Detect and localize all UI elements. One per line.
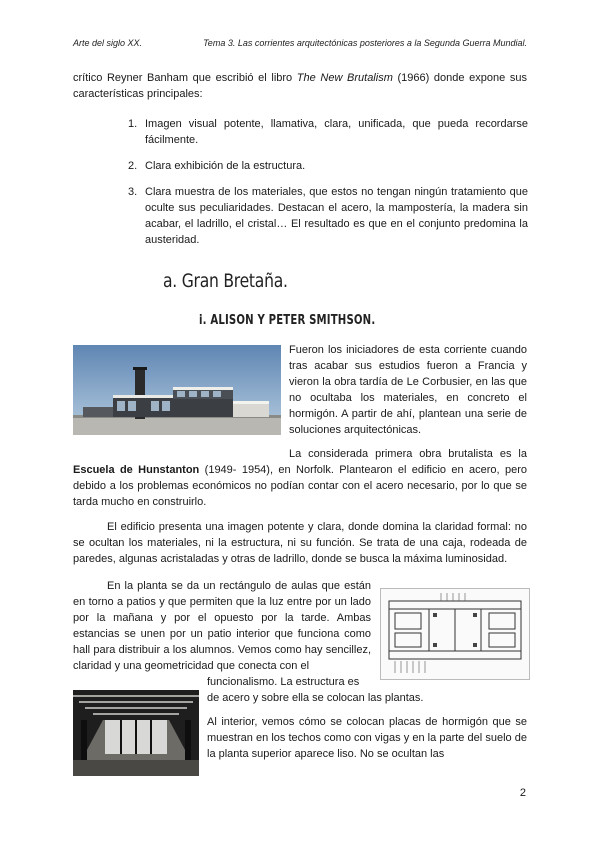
book-title: The New Brutalism bbox=[296, 72, 393, 84]
paragraph-plan-end: de acero y sobre ella se colocan las plantas. bbox=[207, 692, 424, 704]
list-item bbox=[128, 158, 528, 174]
para2-before: La considerada primera obra brutalista es la bbox=[289, 448, 527, 460]
list-text: Clara exhibición de la estructura. bbox=[145, 160, 306, 172]
paragraph-hunstanton bbox=[73, 446, 527, 510]
intro-before: crítico Reyner Banham que escribió el libro bbox=[73, 72, 297, 84]
page-number: 2 bbox=[519, 787, 526, 799]
hunstanton-exterior-photo bbox=[73, 345, 281, 435]
header-left: Arte del siglo XX. bbox=[73, 38, 143, 48]
header-right: Tema 3. Las corrientes arquitectónicas posteriores a la Segunda Guerra Mundial. bbox=[203, 38, 527, 48]
list-text: Clara muestra de los materiales, que estos no tengan ningún tratamiento que oculte sus peculiaridades. Destacan el acero, la mampostería, la madera sin acabar, el ladrillo, el cristal… El resultado es que en el conjunto predomina la austeridad. bbox=[145, 186, 528, 246]
paragraph-plan-continued: funcionalismo. La estructura es bbox=[207, 676, 360, 688]
intro-paragraph bbox=[73, 70, 527, 102]
subsection-heading-smithson: i. ALISON Y PETER SMITHSON. bbox=[199, 313, 376, 328]
paragraph-plan: En la planta se da un rectángulo de aulas que están en torno a patios y que permiten que la luz entre por un lado por la mañana y por el opuesto por la tarde. Ambas estancias se unen por un patio interior que funciona como hall para distribuir a los alumnos. Vemos como hay sencillez, claridad y una geometricidad que conecta con el bbox=[73, 580, 371, 672]
paragraph-interior: Al interior, vemos cómo se colocan placas de hormigón que se muestran en los techos como con vigas y en la parte del suelo de la planta superior aparece liso. No se ocultan las bbox=[207, 716, 527, 760]
hunstanton-interior-photo bbox=[73, 690, 199, 776]
hunstanton-floor-plan bbox=[380, 588, 530, 680]
list-number: 1. bbox=[128, 118, 138, 130]
hunstanton-school-name: Escuela de Hunstanton bbox=[73, 464, 200, 476]
characteristics-list bbox=[128, 116, 528, 248]
paragraph-origins: Fueron los iniciadores de esta corriente cuando tras acabar sus estudios fueron a Francia y vieron la obra tardía de Le Corbusier, en las que no ocultaba los materiales, en concreto el hormigón. A partir de ahí, plantean una serie de soluciones arquitectónicas. bbox=[289, 344, 527, 436]
list-text: Imagen visual potente, llamativa, clara, unificada, que pueda recordarse fácilmente. bbox=[145, 118, 528, 146]
list-number: 3. bbox=[128, 186, 138, 198]
list-item bbox=[128, 184, 528, 248]
list-number: 2. bbox=[128, 160, 138, 172]
section-heading-gran-bretana: a. Gran Bretaña. bbox=[163, 270, 288, 292]
paragraph-building-image: El edificio presenta una imagen potente y clara, donde domina la claridad formal: no se ocultan los materiales, ni la estructura, ni su función. Se trata de una caja, rodeada de paredes, algunas acristaladas y otras de ladrillo, donde se busca la máxima luminosidad. bbox=[73, 521, 527, 565]
list-item bbox=[128, 116, 528, 148]
intro-after: (1966) donde expone sus características principales: bbox=[73, 72, 527, 100]
para2-after: (1949- 1954), en Norfolk. Plantearon el edificio en acero, pero debido a los problemas económicos no podían contar con el acero necesario, por lo que se tarda mucho en construirlo. bbox=[73, 464, 527, 508]
